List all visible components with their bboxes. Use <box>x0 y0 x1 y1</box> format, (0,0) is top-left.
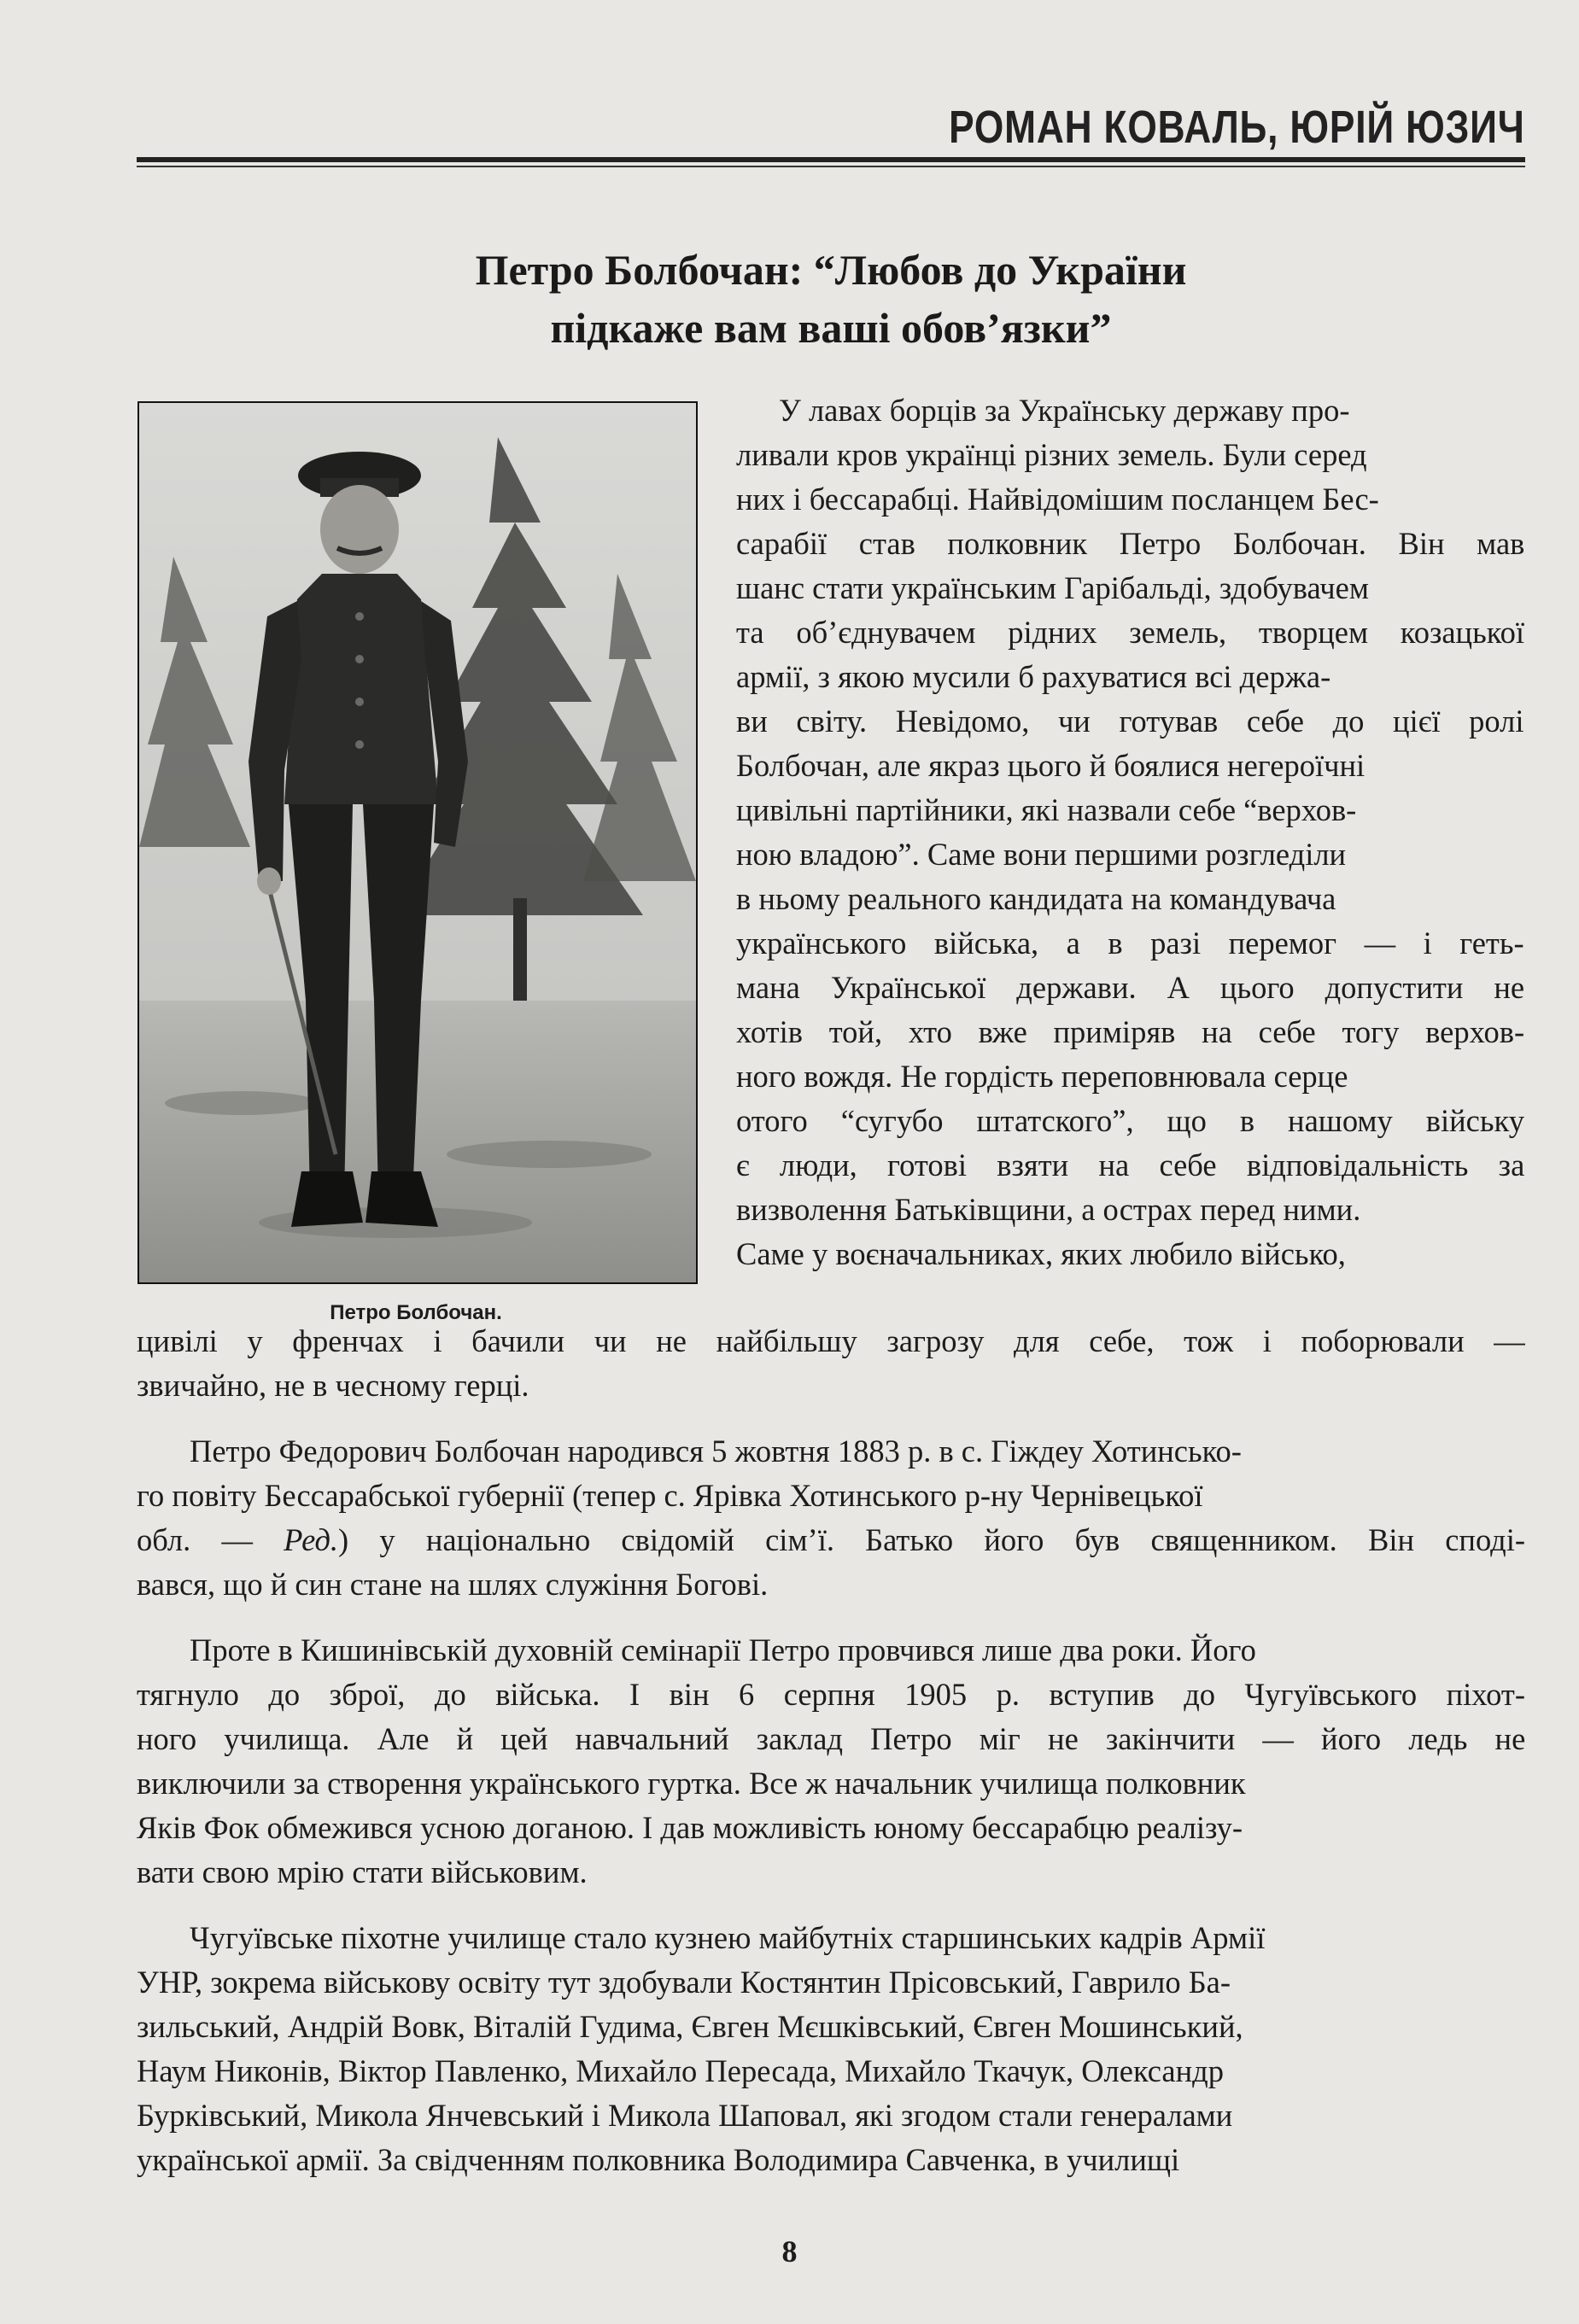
article-title-line-2: підкаже вам ваші обов’язки” <box>550 304 1112 352</box>
header-rule-thin <box>137 166 1525 167</box>
running-header-title: РОМАН КОВАЛЬ, ЮРІЙ ЮЗИЧ <box>949 102 1525 153</box>
text-line: ного вождя. Не гордість переповнювала серце <box>736 1059 1348 1094</box>
text-line: є люди, готові взяти на себе відповідальність за <box>736 1147 1525 1182</box>
text-line: тягнуло до зброї, до війська. І він 6 серпня 1905 р. вступив до Чугуївського піхот- <box>137 1677 1526 1712</box>
text-line: Чугуївське піхотне училище стало кузнею майбутніх старшинських кадрів Армії <box>190 1920 1266 1955</box>
page-number: 8 <box>781 2234 798 2269</box>
text-line: цивілі у френчах і бачили чи не найбільшу загрозу для себе, тож і поборювали — <box>137 1323 1525 1358</box>
text-line: цивільні партійники, які назвали себе “верхов- <box>736 792 1357 827</box>
text-line: них і бессарабці. Найвідомішим посланцем Бес- <box>736 482 1379 517</box>
text-line: ного училища. Але й цей навчальний заклад Петро міг не закінчити — його ледь не <box>137 1721 1526 1756</box>
text-line: вався, що й син стане на шлях служіння Богові. <box>137 1567 769 1602</box>
text-line: шанс стати українським Гарібальді, здобувачем <box>736 570 1369 605</box>
text-line: Наум Никонів, Віктор Павленко, Михайло Пересада, Михайло Ткачук, Олександр <box>137 2053 1224 2088</box>
article-title-line-1: Петро Болбочан: “Любов до України <box>475 246 1187 294</box>
photo-caption: Петро Болбочан. <box>330 1301 502 1324</box>
text-line: виключили за створення українського гуртка. Все ж начальник училища полковник <box>137 1766 1246 1801</box>
text-line: ви світу. Невідомо, чи готував себе до цієї ролі <box>736 704 1524 739</box>
text-line: вати свою мрію стати військовим. <box>137 1854 588 1889</box>
text-line: У лавах борців за Українську державу про- <box>779 393 1350 428</box>
text-segment: обл. — <box>137 1522 284 1557</box>
text-line: сарабії став полковник Петро Болбочан. Він мав <box>736 526 1525 561</box>
text-line: української армії. За свідченням полковника Володимира Савченка, в училищі <box>137 2142 1180 2177</box>
text-line: ною владою”. Саме вони першими розгледіли <box>736 837 1347 872</box>
text-line: Болбочан, але якраз цього й боялися негероїчні <box>736 748 1366 783</box>
text-line: Саме у воєначальниках, яких любило військо, <box>736 1236 1346 1271</box>
editor-note: Ред. <box>284 1522 339 1557</box>
text-line: Проте в Кишинівській духовній семінарії Петро провчився лише два роки. Його <box>190 1632 1256 1667</box>
header-rule <box>137 157 1525 162</box>
text-line: звичайно, не в чесному герці. <box>137 1368 529 1403</box>
text-line: УНР, зокрема військову освіту тут здобували Костянтин Прісовський, Гаврило Ба- <box>137 1965 1231 2000</box>
text-line: армії, з якою мусили б рахуватися всі держа- <box>736 659 1331 694</box>
text-line: мана Української держави. А цього допустити не <box>736 970 1525 1005</box>
text-line: отого “сугубо штатского”, що в нашому війську <box>736 1103 1524 1138</box>
text-line <box>137 1518 1525 1562</box>
text-line: Бурківський, Микола Янчевський і Микола Шаповал, які згодом стали генералами <box>137 2098 1233 2133</box>
text-line: українського війська, а в разі перемог — і геть- <box>736 926 1524 961</box>
text-line: ливали кров українці різних земель. Були серед <box>736 437 1367 472</box>
text-line: Яків Фок обмежився усною доганою. І дав можливість юному бессарабцю реалізу- <box>137 1810 1243 1845</box>
portrait-photo <box>137 401 698 1284</box>
portrait-illustration <box>139 403 696 1282</box>
article-title <box>137 241 1525 357</box>
text-line: в ньому реального кандидата на командувача <box>736 881 1336 916</box>
text-line: го повіту Бессарабської губернії (тепер с. Ярівка Хотинського р-ну Чернівецької <box>137 1478 1203 1513</box>
text-segment: ) у національно свідомій сім’ї. Батько його був священником. Він споді- <box>338 1522 1526 1557</box>
text-line: хотів той, хто вже приміряв на себе тогу верхов- <box>736 1014 1525 1049</box>
text-line: Петро Федорович Болбочан народився 5 жовтня 1883 р. в с. Гіждеу Хотинсько- <box>190 1434 1242 1469</box>
text-line: та об’єднувачем рідних земель, творцем козацької <box>736 615 1525 650</box>
text-line: зильський, Андрій Вовк, Віталій Гудима, Євген Мєшківський, Євген Мошинський, <box>137 2009 1243 2044</box>
text-line: визволення Батьківщини, а острах перед ними. <box>736 1192 1361 1227</box>
